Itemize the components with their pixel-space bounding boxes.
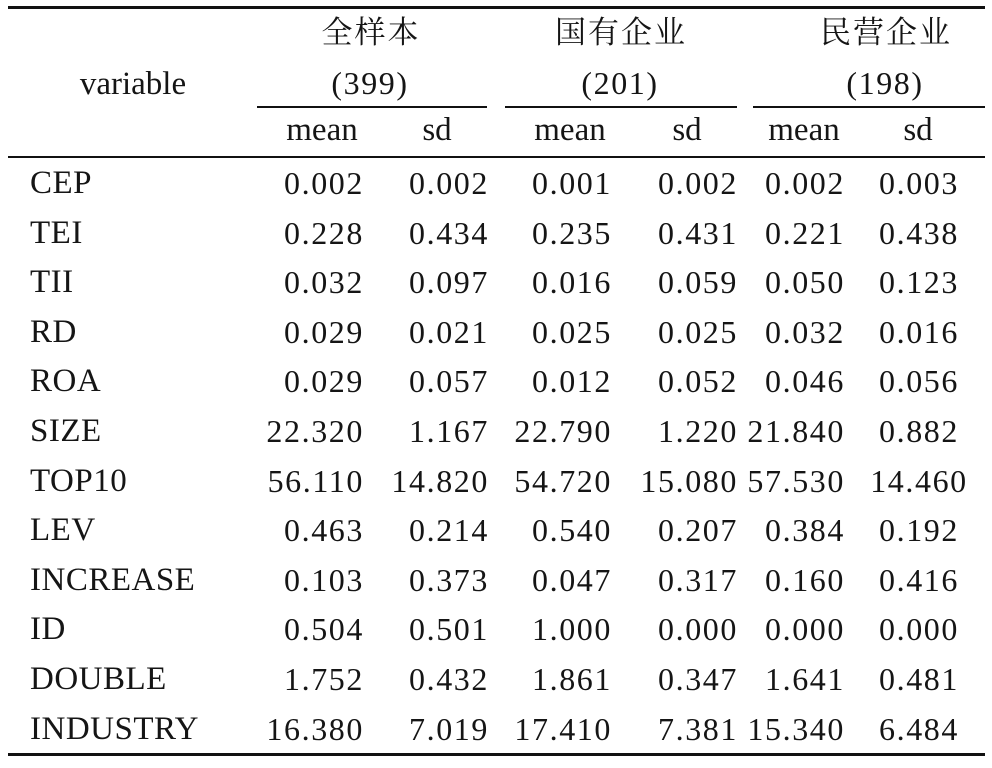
full-sample-sd-cell: 0.501 xyxy=(409,611,489,648)
column-header-full-sample-sd: sd xyxy=(422,112,452,148)
full-sample-mean-cell: 0.504 xyxy=(284,611,364,648)
column-header-state-owned-sd: sd xyxy=(672,112,702,148)
private-mean-cell: 1.641 xyxy=(765,661,845,697)
state-owned-sd-cell: 0.000 xyxy=(658,611,738,648)
row-variable-label: TII xyxy=(30,264,74,301)
state-owned-mean-cell: 0.025 xyxy=(532,313,612,350)
private-sd-cell: 6.484 xyxy=(879,710,959,747)
private-sd-cell: 0.000 xyxy=(879,611,959,648)
state-owned-mean-cell: 0.001 xyxy=(532,165,612,201)
full-sample-sd-cell: 0.021 xyxy=(409,313,489,350)
table-row xyxy=(0,411,992,451)
full-sample-mean-cell: 0.029 xyxy=(284,313,364,350)
table-row xyxy=(0,262,992,302)
full-sample-sd-cell: 7.019 xyxy=(409,710,489,747)
row-variable-label: ID xyxy=(30,611,66,648)
row-variable-label: LEV xyxy=(30,512,96,549)
full-sample-mean-cell: 16.380 xyxy=(266,710,364,747)
column-header-state-owned-mean: mean xyxy=(534,112,606,148)
state-owned-mean-cell: 17.410 xyxy=(514,710,612,747)
full-sample-sd-cell: 0.373 xyxy=(409,561,489,598)
group-sample-size-private: (198) xyxy=(846,65,924,101)
table-row xyxy=(0,163,992,203)
private-mean-cell: 0.384 xyxy=(765,512,845,549)
state-owned-sd-cell: 7.381 xyxy=(658,710,738,747)
state-owned-mean-cell: 22.790 xyxy=(514,413,612,449)
state-owned-mean-cell: 0.012 xyxy=(532,363,612,400)
group-sample-size-state-owned: (201) xyxy=(581,65,659,101)
row-variable-label: TEI xyxy=(30,214,83,251)
full-sample-mean-cell: 56.110 xyxy=(267,462,364,499)
private-mean-cell: 0.000 xyxy=(765,611,845,648)
private-mean-cell: 0.032 xyxy=(765,313,845,350)
table-row xyxy=(0,213,992,253)
private-mean-cell: 0.046 xyxy=(765,363,845,400)
table-row xyxy=(0,461,992,501)
table-row xyxy=(0,609,992,649)
state-owned-sd-cell: 0.025 xyxy=(658,313,738,350)
row-variable-label: ROA xyxy=(30,363,102,400)
full-sample-sd-cell: 0.002 xyxy=(409,165,489,201)
table-row xyxy=(0,560,992,600)
group-title-full-sample: 全样本 xyxy=(321,15,421,50)
full-sample-sd-cell: 0.432 xyxy=(409,661,489,697)
private-sd-cell: 0.416 xyxy=(879,561,959,598)
row-variable-label: RD xyxy=(30,313,77,350)
row-variable-label: INDUSTRY xyxy=(30,710,200,747)
table-row xyxy=(0,312,992,352)
full-sample-sd-cell: 0.434 xyxy=(409,214,489,251)
row-variable-label: SIZE xyxy=(30,413,102,449)
state-owned-sd-cell: 0.317 xyxy=(658,561,738,598)
private-sd-cell: 0.003 xyxy=(879,165,959,201)
private-mean-cell: 0.160 xyxy=(765,561,845,598)
state-owned-sd-cell: 15.080 xyxy=(640,462,738,499)
state-owned-mean-cell: 1.861 xyxy=(532,661,612,697)
private-sd-cell: 0.481 xyxy=(879,661,959,697)
private-sd-cell: 0.056 xyxy=(879,363,959,400)
full-sample-sd-cell: 0.057 xyxy=(409,363,489,400)
full-sample-mean-cell: 0.228 xyxy=(284,214,364,251)
state-owned-sd-cell: 0.431 xyxy=(658,214,738,251)
state-owned-mean-cell: 0.016 xyxy=(532,264,612,301)
full-sample-mean-cell: 0.032 xyxy=(284,264,364,301)
state-owned-mean-cell: 0.047 xyxy=(532,561,612,598)
full-sample-mean-cell: 0.002 xyxy=(284,165,364,201)
row-variable-label: DOUBLE xyxy=(30,661,167,697)
full-sample-mean-cell: 22.320 xyxy=(266,413,364,449)
row-variable-label: INCREASE xyxy=(30,561,196,598)
private-sd-cell: 0.438 xyxy=(879,214,959,251)
group-title-private: 民营企业 xyxy=(820,15,952,50)
private-mean-cell: 0.002 xyxy=(765,165,845,201)
private-mean-cell: 0.050 xyxy=(765,264,845,301)
full-sample-sd-cell: 1.167 xyxy=(409,413,489,449)
private-sd-cell: 14.460 xyxy=(870,462,968,499)
column-header-full-sample-mean: mean xyxy=(286,112,358,148)
state-owned-mean-cell: 1.000 xyxy=(532,611,612,648)
private-sd-cell: 0.016 xyxy=(879,313,959,350)
full-sample-mean-cell: 1.752 xyxy=(284,661,364,697)
state-owned-sd-cell: 0.207 xyxy=(658,512,738,549)
state-owned-sd-cell: 0.052 xyxy=(658,363,738,400)
group-sample-size-full-sample: (399) xyxy=(331,65,409,101)
state-owned-sd-cell: 0.002 xyxy=(658,165,738,201)
private-mean-cell: 0.221 xyxy=(765,214,845,251)
private-mean-cell: 15.340 xyxy=(747,710,845,747)
private-mean-cell: 57.530 xyxy=(747,462,845,499)
private-sd-cell: 0.882 xyxy=(879,413,959,449)
full-sample-sd-cell: 14.820 xyxy=(391,462,489,499)
table-row xyxy=(0,659,992,699)
full-sample-mean-cell: 0.029 xyxy=(284,363,364,400)
private-sd-cell: 0.123 xyxy=(879,264,959,301)
table-row xyxy=(0,361,992,401)
state-owned-mean-cell: 54.720 xyxy=(514,462,612,499)
state-owned-sd-cell: 1.220 xyxy=(658,413,738,449)
full-sample-mean-cell: 0.103 xyxy=(284,561,364,598)
full-sample-mean-cell: 0.463 xyxy=(284,512,364,549)
column-header-private-mean: mean xyxy=(768,112,840,148)
row-variable-label: TOP10 xyxy=(30,462,128,499)
state-owned-sd-cell: 0.347 xyxy=(658,661,738,697)
column-header-private-sd: sd xyxy=(903,112,933,148)
row-variable-label: CEP xyxy=(30,165,93,201)
table-bottom-rule xyxy=(8,753,985,756)
state-owned-mean-cell: 0.540 xyxy=(532,512,612,549)
stub-header-variable: variable xyxy=(79,66,187,102)
group-title-state-owned: 国有企业 xyxy=(555,15,687,50)
state-owned-mean-cell: 0.235 xyxy=(532,214,612,251)
table-row xyxy=(0,510,992,550)
full-sample-sd-cell: 0.214 xyxy=(409,512,489,549)
table-row xyxy=(0,709,992,749)
full-sample-sd-cell: 0.097 xyxy=(409,264,489,301)
private-mean-cell: 21.840 xyxy=(747,413,845,449)
private-sd-cell: 0.192 xyxy=(879,512,959,549)
state-owned-sd-cell: 0.059 xyxy=(658,264,738,301)
